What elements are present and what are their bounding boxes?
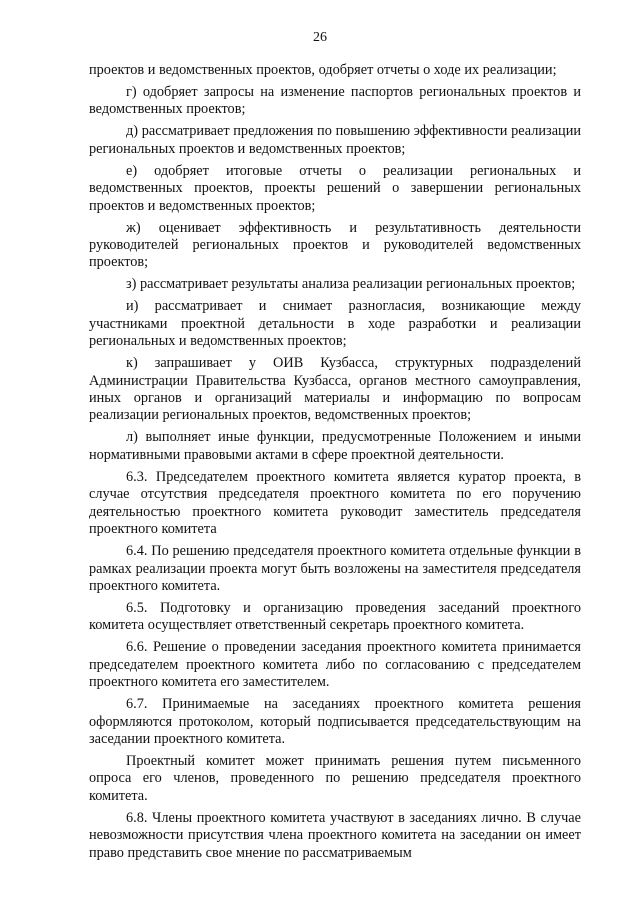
paragraph: 6.5. Подготовку и организацию проведения заседаний проектного комитета осуществляет ответственный секретарь проектного комитета. xyxy=(89,599,581,634)
paragraph: Проектный комитет может принимать решения путем письменного опроса его членов, проведенного по решению председателя проектного комитета. xyxy=(89,752,581,804)
paragraph: 6.7. Принимаемые на заседаниях проектного комитета решения оформляются протоколом, который подписывается председательствующим на заседании проектного комитета. xyxy=(89,696,581,747)
paragraph: л) выполняет иные функции, предусмотренные Положением и иными нормативными правовыми актами в сфере проектной деятельности. xyxy=(89,429,581,463)
page-number: 26 xyxy=(313,30,327,45)
paragraph: ж) оценивает эффективность и результативность деятельности руководителей региональных проектов и руководителей ведомственных проектов; xyxy=(89,219,581,271)
paragraph: к) запрашивает у ОИВ Кузбасса, структурных подразделений Администрации Правительства Кузбасса, органов местного самоуправления, иных органов и организаций материалы и информацию по вопросам реализации региональных проектов, ведомственных проектов; xyxy=(89,355,581,424)
paragraph: 6.8. Члены проектного комитета участвуют в заседаниях лично. В случае невозможности присутствия члена проектного комитета на заседании он имеет право представить свое мнение по рассматриваемым xyxy=(89,809,581,861)
paragraph: 6.6. Решение о проведении заседания проектного комитета принимается председателем проектного комитета либо по согласованию с председателем проектного комитета его заместителем. xyxy=(89,639,581,691)
paragraph: г) одобряет запросы на изменение паспортов региональных проектов и ведомственных проектов; xyxy=(89,84,581,118)
paragraph: и) рассматривает и снимает разногласия, возникающие между участниками проектной детальности в ходе разработки и реализации региональных и ведомственных проектов; xyxy=(89,298,581,350)
document-body xyxy=(89,62,581,867)
paragraph: 6.4. По решению председателя проектного комитета отдельные функции в рамках реализации проекта могут быть возложены на заместителя председателя проектного комитета. xyxy=(89,543,581,594)
paragraph: проектов и ведомственных проектов, одобряет отчеты о ходе их реализации; xyxy=(89,62,557,78)
paragraph: е) одобряет итоговые отчеты о реализации региональных и ведомственных проектов, проекты решений о завершении региональных проектов и ведомственных проектов; xyxy=(89,162,581,214)
paragraph: д) рассматривает предложения по повышению эффективности реализации региональных проектов и ведомственных проектов; xyxy=(89,123,581,157)
paragraph: з) рассматривает результаты анализа реализации региональных проектов; xyxy=(126,276,576,293)
paragraph: 6.3. Председателем проектного комитета является куратор проекта, в случае отсутствия председателя проектного комитета по его поручению деятельностью проектного комитета руководит заместитель председателя проектного комитета xyxy=(89,468,581,538)
